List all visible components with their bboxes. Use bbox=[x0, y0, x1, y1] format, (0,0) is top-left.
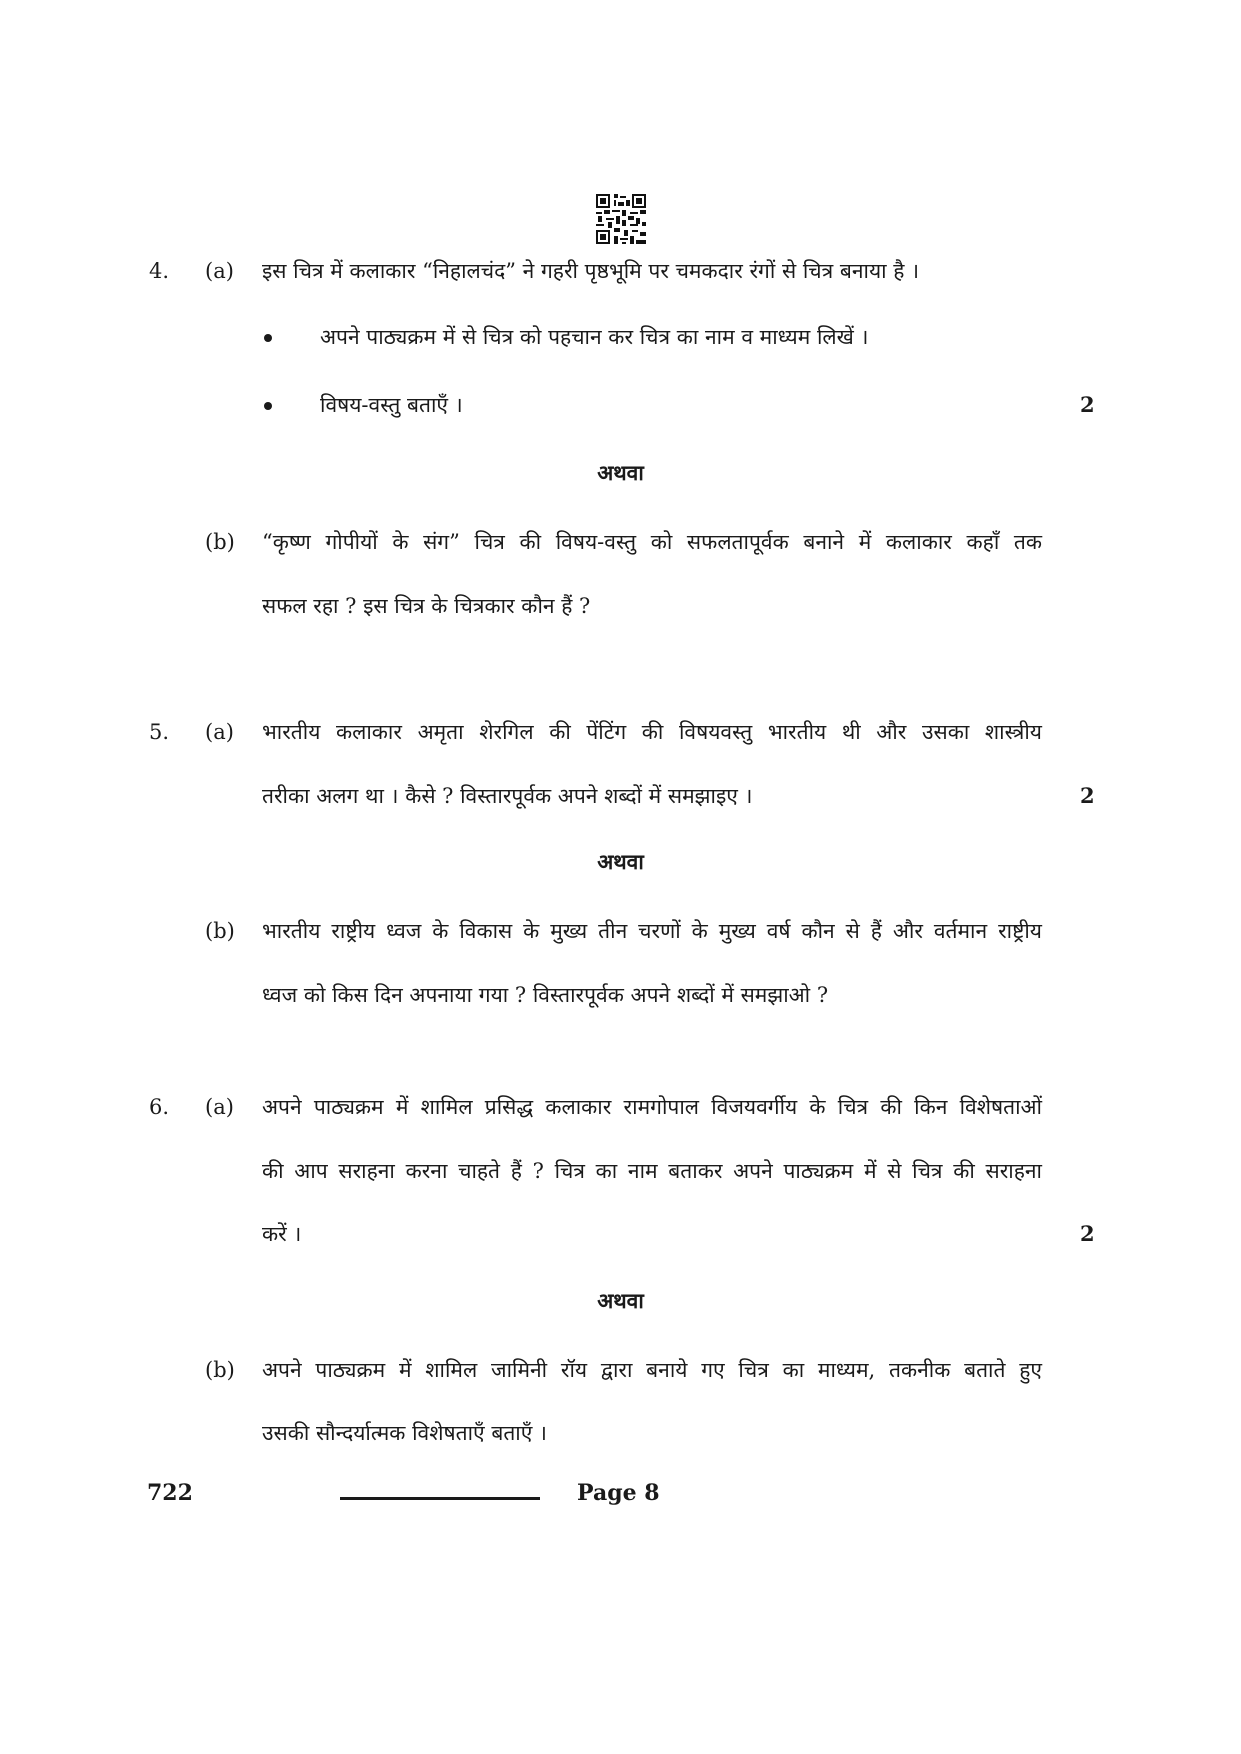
question-text: उसकी सौन्दर्यात्मक विशेषताएँ बताएँ । bbox=[262, 1421, 547, 1445]
question-text: तरीका अलग था । कैसे ? विस्तारपूर्वक अपने शब्दों में समझाइए । bbox=[262, 784, 753, 808]
part-label: (a) bbox=[205, 1095, 234, 1119]
paper-code: 722 bbox=[147, 1480, 193, 1506]
question-text: इस चित्र में कलाकार “निहालचंद” ने गहरी पृष्ठभूमि पर चमकदार रंगों से चित्र बनाया है । bbox=[262, 259, 920, 283]
marks: 2 bbox=[1080, 783, 1095, 808]
qr-code-icon bbox=[596, 194, 646, 244]
marks: 2 bbox=[1080, 392, 1095, 417]
footer-divider bbox=[340, 1497, 540, 1500]
question-text: ध्वज को किस दिन अपनाया गया ? विस्तारपूर्वक अपने शब्दों में समझाओ ? bbox=[262, 983, 829, 1007]
question-text: अपने पाठ्यक्रम में शामिल प्रसिद्ध कलाकार रामगोपाल विजयवर्गीय के चित्र की किन विशेषताओं bbox=[262, 1095, 1042, 1119]
question-number: 6. bbox=[149, 1095, 170, 1119]
or-divider: अथवा bbox=[597, 1288, 644, 1313]
bullet-text: विषय-वस्तु बताएँ । bbox=[320, 393, 463, 417]
part-label: (b) bbox=[205, 530, 235, 554]
question-text: की आप सराहना करना चाहते हैं ? चित्र का नाम बताकर अपने पाठ्यक्रम में से चित्र की सराहना bbox=[262, 1159, 1042, 1183]
question-text: करें । bbox=[262, 1222, 302, 1246]
question-number: 4. bbox=[149, 259, 170, 283]
page-number: Page 8 bbox=[577, 1480, 660, 1506]
question-text: “कृष्ण गोपीयों के संग” चित्र की विषय-वस्तु को सफलतापूर्वक बनाने में कलाकार कहाँ तक bbox=[262, 530, 1042, 554]
question-number: 5. bbox=[149, 720, 170, 744]
question-text: अपने पाठ्यक्रम में शामिल जामिनी रॉय द्वारा बनाये गए चित्र का माध्यम, तकनीक बताते हुए bbox=[262, 1358, 1042, 1382]
or-divider: अथवा bbox=[597, 460, 644, 485]
bullet-icon bbox=[264, 334, 272, 342]
part-label: (a) bbox=[205, 259, 234, 283]
bullet-icon bbox=[264, 402, 272, 410]
or-divider: अथवा bbox=[597, 849, 644, 874]
bullet-text: अपने पाठ्यक्रम में से चित्र को पहचान कर चित्र का नाम व माध्यम लिखें । bbox=[320, 325, 869, 349]
part-label: (b) bbox=[205, 1358, 235, 1382]
question-text: भारतीय कलाकार अमृता शेरगिल की पेंटिंग की विषयवस्तु भारतीय थी और उसका शास्त्रीय bbox=[262, 720, 1042, 744]
part-label: (b) bbox=[205, 919, 235, 943]
question-text: सफल रहा ? इस चित्र के चित्रकार कौन हैं ? bbox=[262, 594, 591, 618]
part-label: (a) bbox=[205, 720, 234, 744]
question-text: भारतीय राष्ट्रीय ध्वज के विकास के मुख्य तीन चरणों के मुख्य वर्ष कौन से हैं और वर्तमान राष्ट्रीय bbox=[262, 919, 1042, 943]
marks: 2 bbox=[1080, 1221, 1095, 1246]
